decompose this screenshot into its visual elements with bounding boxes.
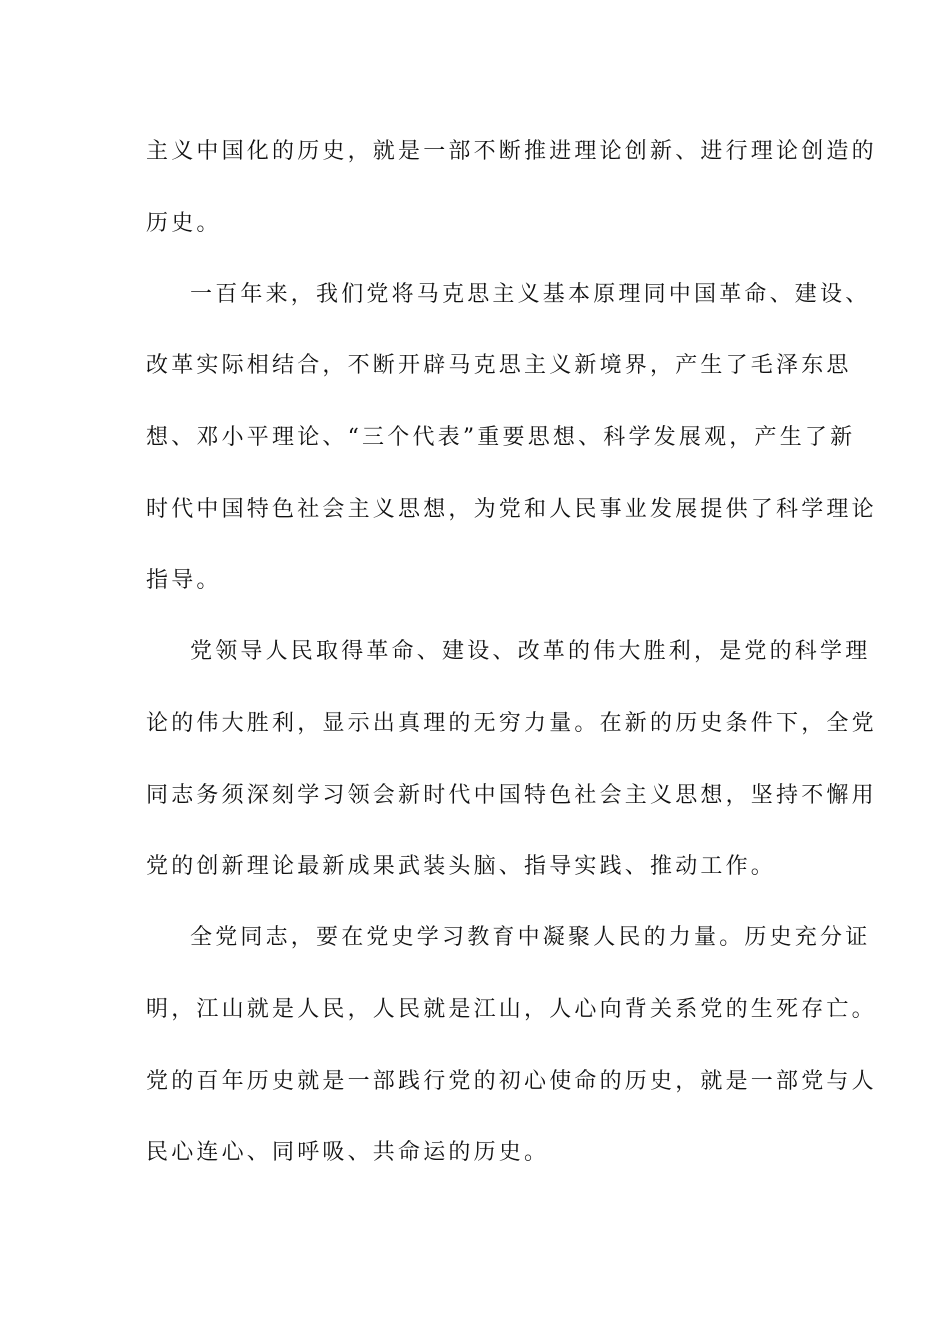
paragraph-first-line: 全党同志，要在党史学习教育中凝聚人民的力量。历史充分证: [190, 925, 871, 950]
paragraph-first-line: 一百年来，我们党将马克思主义基本原理同中国革命、建设、: [190, 282, 871, 307]
text-line: 时代中国特色社会主义思想，为党和人民事业发展提供了科学理论: [146, 497, 877, 522]
text-line: 主义中国化的历史，就是一部不断推进理论创新、进行理论创造的: [146, 139, 877, 164]
text-line: 党的创新理论最新成果武装头脑、指导实践、推动工作。: [146, 854, 777, 879]
text-line: 想、邓小平理论、“三个代表”重要思想、科学发展观，产生了新: [146, 425, 856, 450]
text-line: 党的百年历史就是一部践行党的初心使命的历史，就是一部党与人: [146, 1069, 877, 1094]
text-line: 同志务须深刻学习领会新时代中国特色社会主义思想，坚持不懈用: [146, 783, 877, 808]
text-line: 历史。: [146, 211, 222, 236]
text-line: 论的伟大胜利，显示出真理的无穷力量。在新的历史条件下，全党: [146, 711, 877, 736]
text-line: 明，江山就是人民，人民就是江山，人心向背关系党的生死存亡。: [146, 997, 877, 1022]
text-line: 指导。: [146, 568, 222, 593]
text-line: 改革实际相结合，不断开辟马克思主义新境界，产生了毛泽东思: [146, 353, 852, 378]
text-line: 民心连心、同呼吸、共命运的历史。: [146, 1140, 550, 1165]
paragraph-first-line: 党领导人民取得革命、建设、改革的伟大胜利，是党的科学理: [190, 639, 871, 664]
